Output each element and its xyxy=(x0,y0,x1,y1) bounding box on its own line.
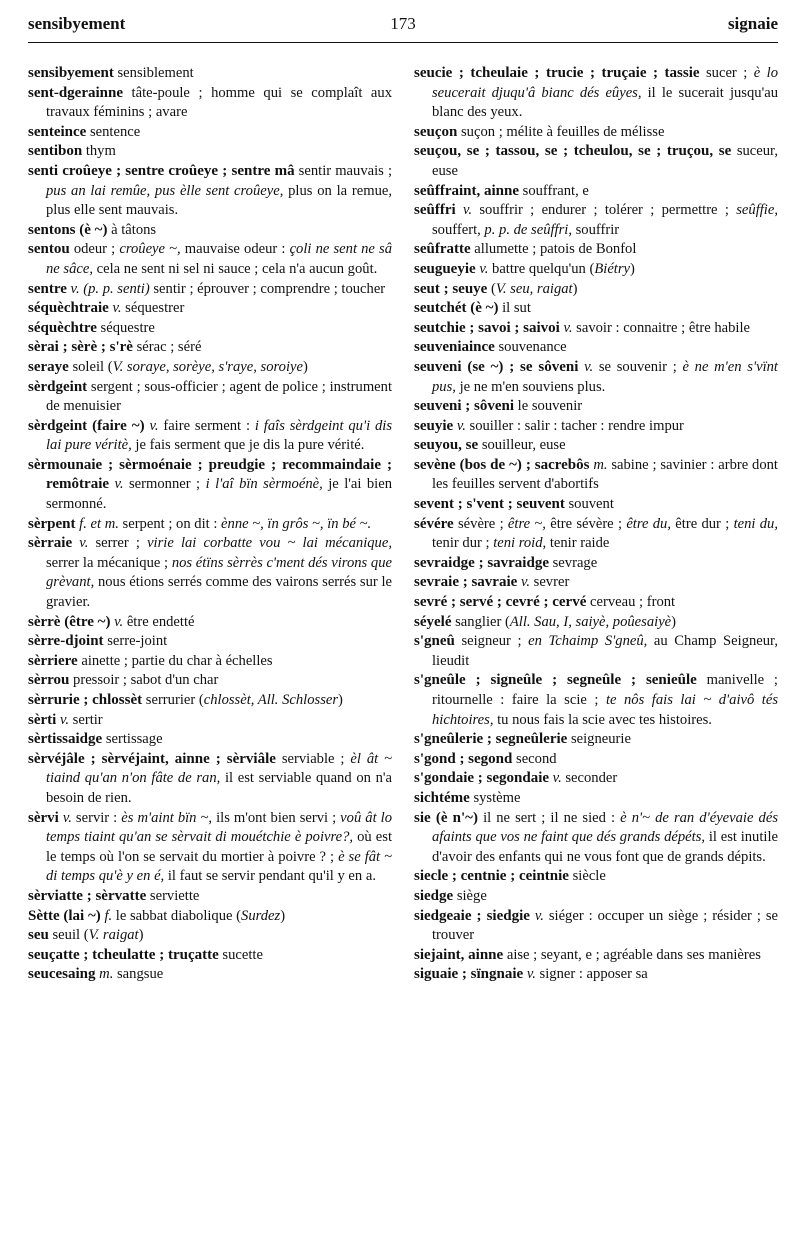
entry-headword: séyelé xyxy=(414,613,452,630)
dictionary-entry xyxy=(28,319,392,339)
entry-italic-text: èl ât ~ tiaind qu'an n'on fâte de ran, xyxy=(46,750,392,787)
dictionary-entry xyxy=(28,534,392,612)
entry-headword: sevène (bos de ~) ; sacrebôs xyxy=(414,456,590,473)
entry-definition-text: manivelle ; ritournelle : faire la scie ; xyxy=(432,672,778,708)
entry-definition-text: souilleur, euse xyxy=(478,437,566,454)
entry-italic-text: i faîs sèrdgeint qu'i dis lai pure véritè, xyxy=(46,417,393,454)
entry-italic-text: v. (p. p. senti) xyxy=(70,280,150,297)
entry-italic-text: V. seu, raigat xyxy=(495,280,573,297)
entry-definition-text: au Champ Seigneur, lieudit xyxy=(432,633,778,669)
entry-definition-text: sucer ; xyxy=(699,65,754,81)
dictionary-entry xyxy=(414,240,778,260)
entry-italic-text: v. xyxy=(552,770,562,787)
dictionary-entry xyxy=(28,946,392,966)
dictionary-entry xyxy=(28,965,392,985)
entry-definition-text: serrurier ( xyxy=(142,692,204,708)
entry-definition-text: mauvaise odeur : xyxy=(180,241,290,258)
dictionary-entry xyxy=(28,417,392,456)
entry-definition-text: signer : apposer sa xyxy=(535,966,648,983)
entry-definition-text: tenir raide xyxy=(546,535,610,552)
entry-definition-text: ) xyxy=(572,280,578,297)
entry-headword: seucie ; tcheulaie ; trucie ; truçaie ; tassie xyxy=(414,65,700,81)
entry-headword: seut ; seuye xyxy=(414,280,488,297)
dictionary-entry xyxy=(28,64,392,84)
entry-italic-text: i l'aî bïn sèrmoénè, xyxy=(205,476,323,493)
entry-definition-text: thym xyxy=(82,143,116,160)
entry-headword: sèrti xyxy=(28,711,57,728)
entry-definition-text: cela ne sent ni sel ni sauce ; cela n'a aucun goût. xyxy=(93,260,378,277)
dictionary-entry xyxy=(414,397,778,417)
entry-definition-text: il sut xyxy=(498,300,531,317)
entry-definition-text: sentir ; éprouver ; comprendre ; toucher xyxy=(149,280,386,297)
dictionary-entry xyxy=(414,182,778,202)
entry-definition-text: sabine ; savinier : arbre dont les feuilles servent d'abortifs xyxy=(432,456,778,493)
entry-definition-text: ) xyxy=(280,907,286,924)
entry-definition-text: le sabbat diabolique ( xyxy=(112,907,242,924)
entry-headword: sèrrè (être ~) xyxy=(28,613,111,630)
dictionary-entry xyxy=(28,142,392,162)
entry-italic-text: f. xyxy=(104,907,113,924)
entry-definition-text: soleil ( xyxy=(68,358,113,375)
entry-definition-text: sermonner ; xyxy=(123,476,206,493)
entry-definition-text: serpent ; on dit : xyxy=(118,515,222,532)
dictionary-entry xyxy=(28,162,392,221)
entry-headword: s'gneûle ; signeûle ; segneûle ; senieûle xyxy=(414,672,697,689)
entry-definition-text: ) xyxy=(671,613,677,630)
entry-definition-text: odeur ; xyxy=(69,241,120,258)
entry-headword: sévére xyxy=(414,515,454,532)
entry-definition-text: se souvenir ; xyxy=(593,358,683,375)
entry-headword: sèrrurie ; chlossèt xyxy=(28,692,143,708)
dictionary-entry xyxy=(414,671,778,730)
entry-definition-text: ils m'ont bien servi ; xyxy=(212,809,341,826)
entry-definition-text: souvenance xyxy=(494,339,567,356)
entry-definition-text: siéger : occuper un siège ; résider ; se trouver xyxy=(432,907,778,944)
entry-definition-text: ainette ; partie du char à échelles xyxy=(77,652,273,669)
entry-definition-text: je l'ai bien sermonné. xyxy=(46,476,392,513)
entry-italic-text: croûeye ~, xyxy=(119,241,181,258)
entry-headword: seuçou, se ; tassou, se ; tcheulou, se ; truçou, se xyxy=(414,143,732,160)
entry-definition-text: sevrer xyxy=(530,574,570,591)
entry-headword: siedgeaie ; siedgie xyxy=(414,907,530,924)
entry-italic-text: çoli ne sent ne sâ ne sâce, xyxy=(46,241,392,277)
entry-italic-text: teni du, xyxy=(733,515,778,532)
entry-definition-text: tenir dur ; xyxy=(432,535,494,552)
dictionary-entry xyxy=(414,769,778,789)
entry-headword: s'gneûlerie ; segneûlerie xyxy=(414,731,568,748)
entry-headword: siejaint, ainne xyxy=(414,946,504,963)
dictionary-entry xyxy=(28,280,392,300)
entry-italic-text: voû ât lo temps tiaint qu'an se sèrvait di mouétchie è poivre?, xyxy=(46,809,392,846)
entry-definition-text: souiller : salir : tacher : rendre impur xyxy=(465,417,684,434)
entry-definition-text: souffrir xyxy=(571,221,620,238)
entry-definition-text: serrer ; xyxy=(88,535,148,552)
entry-definition-text: nous étions serrés comme des vairons serrés sur le gravier. xyxy=(46,574,392,611)
dictionary-entry xyxy=(28,730,392,750)
entry-definition-text: serviette xyxy=(146,887,200,904)
dictionary-entry xyxy=(414,338,778,358)
entry-definition-text: sérac ; séré xyxy=(132,339,202,356)
entry-headword: seuveni (se ~) ; se sôveni xyxy=(414,358,579,375)
entry-italic-text: ès m'aint bïn ~, xyxy=(121,809,213,826)
dictionary-entry xyxy=(28,358,392,378)
entry-headword: s'gneû xyxy=(414,633,455,650)
dictionary-entry xyxy=(414,260,778,280)
entry-headword: sevré ; servé ; cevré ; cervé xyxy=(414,594,587,611)
dictionary-entry xyxy=(414,436,778,456)
entry-definition-text: ) xyxy=(630,260,635,277)
entry-definition-text: où est le temps où l'on se servait du mortier à poivre ? ; xyxy=(46,829,392,865)
entry-italic-text: v. xyxy=(456,417,466,434)
right-column xyxy=(414,64,778,1243)
entry-italic-text: chlossèt, All. Schlosser xyxy=(203,692,339,708)
entry-definition-text: pressoir ; sabot d'un char xyxy=(69,672,219,689)
entry-definition-text: système xyxy=(469,789,521,806)
entry-definition-text: ( xyxy=(487,280,496,297)
entry-italic-text: m. xyxy=(593,456,608,473)
entry-definition-text: second xyxy=(512,750,557,767)
entry-headword: seu xyxy=(28,927,49,944)
entry-definition-text: plus on la remue, plus elle sent mauvais. xyxy=(46,182,392,219)
entry-headword: sèrvi xyxy=(28,809,59,826)
entry-italic-text: v. xyxy=(112,300,122,317)
entry-headword: seûfratte xyxy=(414,241,471,258)
header-first-headword: sensibyement xyxy=(28,14,126,33)
entry-definition-text: ) xyxy=(338,692,343,708)
dictionary-entry xyxy=(28,652,392,672)
entry-definition-text: il ne sert ; il ne sied : xyxy=(477,809,621,826)
entry-columns xyxy=(28,64,778,1243)
dictionary-entry xyxy=(28,338,392,358)
entry-headword: seuyie xyxy=(414,417,454,434)
dictionary-entry xyxy=(414,299,778,319)
entry-italic-text: V. soraye, sorèye, s'raye, soroiye xyxy=(112,358,303,375)
entry-italic-text: v. xyxy=(462,202,473,219)
entry-headword: senteince xyxy=(28,123,87,140)
dictionary-entry xyxy=(28,456,392,515)
dictionary-entry xyxy=(414,750,778,770)
entry-headword: s'gondaie ; segondaie xyxy=(414,770,550,787)
entry-headword: seuyou, se xyxy=(414,437,479,454)
dictionary-entry xyxy=(28,691,392,711)
entry-italic-text: en Tchaimp S'gneû, xyxy=(528,633,648,650)
dictionary-entry xyxy=(414,495,778,515)
entry-italic-text: è n'~ de ran d'éyevaie dés afaints que vos ne faint que dés grands dépéts, xyxy=(432,809,778,846)
entry-definition-text: seigneur ; xyxy=(454,633,529,650)
entry-definition-text: ) xyxy=(302,358,308,375)
entry-headword: s'gond ; segond xyxy=(414,750,513,767)
entry-definition-text: sucette xyxy=(218,946,263,963)
dictionary-entry xyxy=(414,142,778,181)
entry-headword: sèrtissaidge xyxy=(28,731,103,748)
entry-definition-text: cerveau ; front xyxy=(586,594,676,611)
entry-headword: sentons (è ~) xyxy=(28,221,108,238)
entry-headword: seugueyie xyxy=(414,260,476,277)
entry-definition-text: tâte-poule ; homme qui se complaît aux travaux féminins ; avare xyxy=(46,84,392,121)
entry-headword: sensibyement xyxy=(28,65,114,81)
entry-italic-text: v. xyxy=(79,535,89,552)
dictionary-entry xyxy=(414,358,778,397)
entry-definition-text: servir : xyxy=(71,809,122,826)
header-rule xyxy=(28,42,778,43)
entry-definition-text: je ne m'en souviens plus. xyxy=(455,378,606,395)
entry-definition-text: savoir : connaitre ; être habile xyxy=(572,319,751,336)
entry-italic-text: ènne ~, ïn grôs ~, ïn bé ~. xyxy=(221,515,372,532)
entry-definition-text: sanglier ( xyxy=(451,613,510,630)
entry-headword: seuveniaince xyxy=(414,339,495,356)
dictionary-entry xyxy=(28,907,392,927)
entry-definition-text: souffrant, e xyxy=(519,182,589,199)
entry-headword: sèrviatte ; sèrvatte xyxy=(28,887,147,904)
entry-italic-text: nos étïns sèrrès c'ment dés virons que grèvant, xyxy=(46,554,392,591)
entry-definition-text: à tâtons xyxy=(107,221,157,238)
entry-italic-text: v. xyxy=(534,907,544,924)
entry-definition-text: sentence xyxy=(86,123,141,140)
entry-headword: sèrre-djoint xyxy=(28,633,104,650)
entry-definition-text: séquestre xyxy=(96,319,155,336)
entry-italic-text: virie lai corbatte vou ~ lai mécanique, xyxy=(147,535,392,552)
entry-headword: sevraie ; savraie xyxy=(414,574,518,591)
entry-headword: siedge xyxy=(414,887,454,904)
entry-headword: seucesaing xyxy=(28,966,96,983)
left-column xyxy=(28,64,392,1243)
entry-definition-text: sertir xyxy=(69,711,103,728)
entry-definition-text: suçon ; mélite à feuilles de mélisse xyxy=(457,123,665,140)
entry-headword: sèrraie xyxy=(28,535,73,552)
dictionary-entry xyxy=(28,613,392,633)
entry-definition-text: séquestrer xyxy=(121,300,185,317)
entry-italic-text: Surdez xyxy=(241,907,281,924)
dictionary-entry xyxy=(414,280,778,300)
dictionary-entry xyxy=(414,965,778,985)
entry-headword: sèrdgeint xyxy=(28,378,88,395)
dictionary-entry xyxy=(414,456,778,495)
entry-headword: séquèchtraie xyxy=(28,300,109,317)
entry-headword: sèrai ; sèrè ; s'rè xyxy=(28,339,133,356)
entry-definition-text: seconder xyxy=(561,770,618,787)
dictionary-entry xyxy=(28,299,392,319)
entry-italic-text: è lo seucerait djuqu'â bianc dés eûyes, xyxy=(432,65,779,101)
entry-definition-text: siècle xyxy=(568,868,606,885)
dictionary-entry xyxy=(28,240,392,279)
dictionary-entry xyxy=(414,887,778,907)
entry-definition-text: sangsue xyxy=(113,966,164,983)
entry-definition-text: battre quelqu'un ( xyxy=(488,260,595,277)
entry-definition-text: le souvenir xyxy=(514,398,583,415)
entry-italic-text: être du, xyxy=(626,515,671,532)
entry-headword: sentre xyxy=(28,280,67,297)
entry-italic-text: m. xyxy=(99,966,114,983)
entry-headword: séquèchtre xyxy=(28,319,97,336)
entry-italic-text: f. et m. xyxy=(79,515,119,532)
entry-definition-text: seigneurie xyxy=(567,731,631,748)
entry-definition-text: sévère ; xyxy=(453,515,508,532)
entry-headword: seuçatte ; tcheulatte ; truçatte xyxy=(28,946,219,963)
dictionary-entry xyxy=(28,378,392,417)
dictionary-entry xyxy=(414,632,778,671)
entry-definition-text: souffert, xyxy=(432,221,485,238)
dictionary-entry xyxy=(28,809,392,887)
entry-definition-text: serviable ; xyxy=(275,750,351,767)
entry-headword: seûffri xyxy=(414,202,456,219)
entry-headword: seraye xyxy=(28,358,69,375)
dictionary-entry xyxy=(28,123,392,143)
dictionary-entry xyxy=(414,64,778,123)
entry-headword: seutchie ; savoi ; saivoi xyxy=(414,319,560,336)
entry-headword: sèrriere xyxy=(28,652,78,669)
entry-definition-text: siège xyxy=(453,887,487,904)
entry-definition-text: je fais serment que je dis la pure vérité. xyxy=(131,437,365,454)
dictionary-entry xyxy=(28,711,392,731)
entry-italic-text: è ne m'en s'vïnt pus, xyxy=(432,358,778,395)
dictionary-entry xyxy=(28,887,392,907)
entry-headword: sentou xyxy=(28,241,70,258)
dictionary-entry xyxy=(414,123,778,143)
entry-italic-text: All. Sau, I, saiyè, poûesaiyè xyxy=(509,613,672,630)
entry-italic-text: te nôs fais lai ~ d'aivô tés hichtoires, xyxy=(432,692,779,728)
entry-headword: sèrmounaie ; sèrmoénaie ; preudgie ; recommaindaie ; remôtraie xyxy=(28,456,392,493)
dictionary-entry xyxy=(414,593,778,613)
entry-headword: sèrpent xyxy=(28,515,76,532)
dictionary-entry xyxy=(28,221,392,241)
entry-headword: siecle ; centnie ; ceintnie xyxy=(414,868,569,885)
entry-italic-text: v. xyxy=(520,574,530,591)
entry-headword: seuveni ; sôveni xyxy=(414,398,515,415)
running-header xyxy=(28,14,778,40)
entry-definition-text: allumette ; patois de Bonfol xyxy=(470,241,637,258)
dictionary-entry xyxy=(28,926,392,946)
entry-headword: sie (è n'~) xyxy=(414,809,478,826)
header-last-headword: signaie xyxy=(727,14,778,33)
entry-definition-text: souvent xyxy=(564,496,614,513)
entry-definition-text: être sévère ; xyxy=(545,515,627,532)
entry-definition-text: être dur ; xyxy=(671,515,734,532)
entry-italic-text: Biétry xyxy=(594,260,631,277)
entry-definition-text: faire serment : xyxy=(158,417,255,434)
dictionary-entry xyxy=(414,907,778,946)
entry-definition-text: serre-joint xyxy=(103,633,168,650)
dictionary-entry xyxy=(414,789,778,809)
entry-headword: Sètte (lai ~) xyxy=(28,907,101,924)
dictionary-entry xyxy=(414,809,778,868)
entry-italic-text: être ~, xyxy=(507,515,546,532)
dictionary-entry xyxy=(414,201,778,240)
entry-italic-text: v. xyxy=(584,358,594,375)
entry-italic-text: seûffie, xyxy=(736,202,778,219)
entry-italic-text: v. xyxy=(563,319,573,336)
entry-definition-text: seuil ( xyxy=(48,927,89,944)
entry-definition-text: il est inutile d'avoir des enfants qui ne vous font que de grands dépits. xyxy=(432,829,778,865)
dictionary-entry xyxy=(414,613,778,633)
dictionary-entry xyxy=(414,319,778,339)
dictionary-entry xyxy=(414,554,778,574)
entry-definition-text: il est serviable quand on n'a besoin de rien. xyxy=(46,770,392,806)
dictionary-entry xyxy=(28,671,392,691)
entry-italic-text: V. raigat xyxy=(88,927,139,944)
entry-definition-text: suceur, euse xyxy=(432,143,778,179)
entry-definition-text: sensiblement xyxy=(113,65,194,81)
entry-definition-text xyxy=(456,202,463,218)
dictionary-entry xyxy=(28,84,392,123)
dictionary-entry xyxy=(28,632,392,652)
entry-definition-text: sevrage xyxy=(548,554,598,571)
entry-headword: sichtéme xyxy=(414,789,470,806)
entry-italic-text: p. p. de seûffri, xyxy=(484,221,572,238)
entry-headword: seûffraint, ainne xyxy=(414,182,519,199)
dictionary-entry xyxy=(414,573,778,593)
entry-headword: sentibon xyxy=(28,143,83,160)
dictionary-entry xyxy=(414,515,778,554)
entry-headword: sevraidge ; savraidge xyxy=(414,554,549,571)
entry-definition-text: sentir mauvais ; xyxy=(294,162,392,179)
entry-definition-text: il le sucerait jusqu'au blanc des yeux. xyxy=(432,84,778,121)
page-number: 173 xyxy=(390,14,416,33)
entry-definition-text: sergent ; sous-officier ; agent de police ; instrument de menuisier xyxy=(46,378,392,415)
entry-headword: seuçon xyxy=(414,123,458,140)
dictionary-entry xyxy=(414,730,778,750)
dictionary-entry xyxy=(414,867,778,887)
entry-headword: sevent ; s'vent ; seuvent xyxy=(414,496,565,513)
entry-headword: senti croûeye ; sentre croûeye ; sentre mâ xyxy=(28,162,295,179)
entry-definition-text: serrer la mécanique ; xyxy=(46,554,172,571)
entry-italic-text: v. xyxy=(59,711,70,728)
entry-italic-text: è se fât ~ di temps qu'è y en é, xyxy=(46,848,392,885)
entry-headword: sèrvéjâle ; sèrvéjaint, ainne ; sèrviâle xyxy=(28,750,276,767)
dictionary-entry xyxy=(28,750,392,809)
entry-headword: siguaie ; sïngnaie xyxy=(414,966,524,983)
entry-italic-text: teni roid, xyxy=(493,535,547,552)
dictionary-entry xyxy=(414,417,778,437)
entry-definition-text: sertissage xyxy=(102,731,163,748)
entry-italic-text: v. xyxy=(114,476,124,493)
entry-headword: seutchét (è ~) xyxy=(414,300,499,317)
entry-definition-text: aise ; seyant, e ; agréable dans ses manières xyxy=(503,946,761,963)
entry-italic-text: pus an lai remûe, pus èlle sent croûeye, xyxy=(46,182,284,199)
entry-definition-text: ) xyxy=(138,927,144,944)
entry-headword: sèrdgeint (faire ~) xyxy=(28,417,145,434)
entry-definition-text: être endetté xyxy=(123,613,195,630)
entry-definition-text: souffrir ; endurer ; tolérer ; permettre ; xyxy=(472,202,737,219)
entry-italic-text: v. xyxy=(526,966,536,983)
entry-definition-text: tu nous fais la scie avec tes histoires. xyxy=(493,711,712,728)
entry-italic-text: v. xyxy=(114,613,124,630)
dictionary-entry xyxy=(414,946,778,966)
entry-italic-text: v. xyxy=(479,260,489,277)
entry-italic-text: v. xyxy=(62,809,72,826)
entry-headword: sèrrou xyxy=(28,672,70,689)
entry-headword: sent-dgerainne xyxy=(28,84,123,101)
entry-definition-text: il faut se servir pendant qu'il y en a. xyxy=(164,868,376,885)
dictionary-entry xyxy=(28,515,392,535)
entry-italic-text: v. xyxy=(149,417,159,434)
